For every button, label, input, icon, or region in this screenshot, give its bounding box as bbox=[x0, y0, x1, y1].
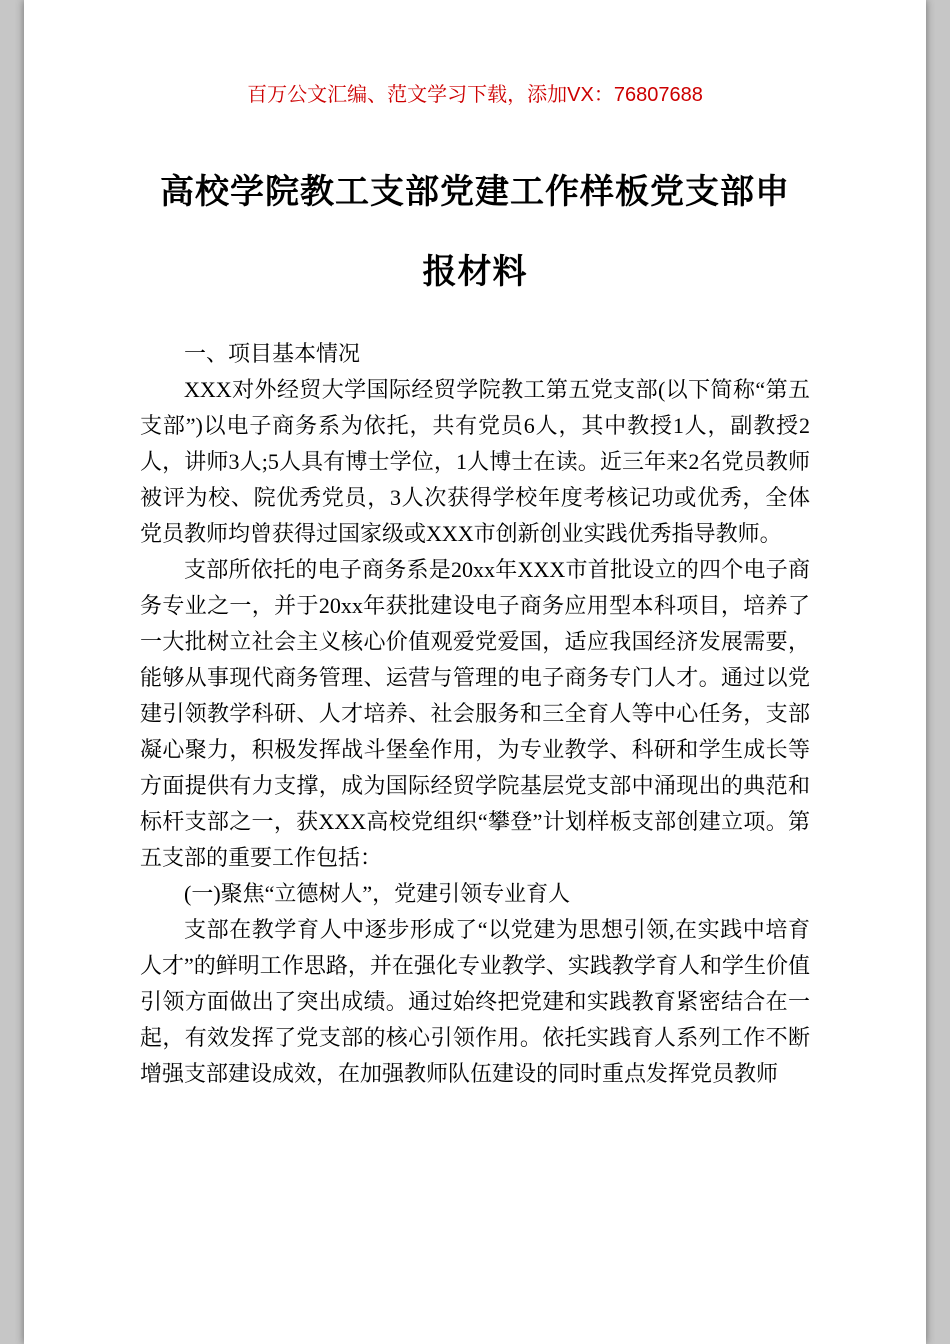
document-body bbox=[140, 336, 810, 1092]
section-heading: 一、项目基本情况 bbox=[184, 341, 361, 366]
paragraph: 支部在教学育人中逐步形成了“以党建为思想引领,在实践中培育人才”的鲜明工作思路，并在强化专业教学、实践教学育人和学生价值引领方面做出了突出成绩。通过始终把党建和实践教育紧密结合在一起，有效发挥了党支部的核心引领作用。依托实践育人系列工作不断增强支部建设成效，在加强教师队伍建设的同时重点发挥党员教师 bbox=[140, 917, 810, 1086]
document-title: 高校学院教工支部党建工作样板党支部申报材料 bbox=[160, 173, 790, 291]
promo-header: 百万公文汇编、范文学习下载，添加VX：76807688 bbox=[247, 84, 703, 106]
paragraph: XXX对外经贸大学国际经贸学院教工第五党支部(以下简称“第五支部”)以电子商务系为依托，共有党员6人，其中教授1人，副教授2人，讲师3人;5人具有博士学位，1人博士在读。近三年来2名党员教师被评为校、院优秀党员，3人次获得学校年度考核记功或优秀，全体党员教师均曾获得过国家级或XXX市创新创业实践优秀指导教师。 bbox=[140, 377, 810, 546]
document-page bbox=[24, 0, 926, 1344]
paragraph: 支部所依托的电子商务系是20xx年XXX市首批设立的四个电子商务专业之一，并于20xx年获批建设电子商务应用型本科项目，培养了一大批树立社会主义核心价值观爱党爱国，适应我国经济发展需要，能够从事现代商务管理、运营与管理的电子商务专门人才。通过以党建引领教学科研、人才培养、社会服务和三全育人等中心任务，支部凝心聚力，积极发挥战斗堡垒作用，为专业教学、科研和学生成长等方面提供有力支撑，成为国际经贸学院基层党支部中涌现出的典范和标杆支部之一，获XXX高校党组织“攀登”计划样板支部创建立项。第五支部的重要工作包括： bbox=[140, 557, 810, 870]
subsection-heading: (一)聚焦“立德树人”，党建引领专业育人 bbox=[184, 881, 571, 906]
